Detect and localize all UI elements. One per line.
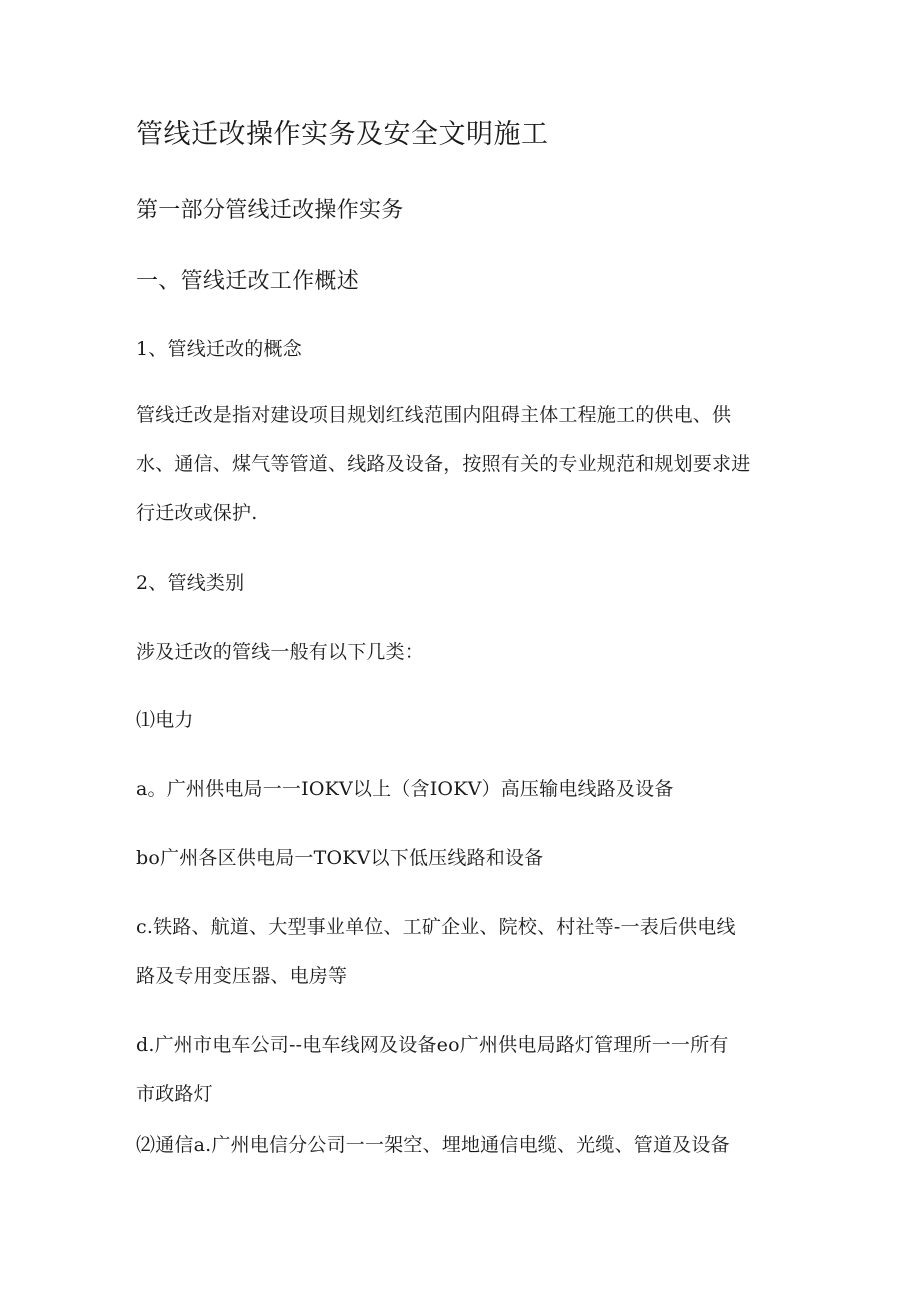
power-item-d-line-2: 市政路灯 <box>136 1083 213 1105</box>
item1-body-line-1: 管线迁改是指对建设项目规划红线范围内阻碍主体工程施工的供电、供 <box>136 404 732 426</box>
item2-heading: 2、管线类别 <box>136 572 245 594</box>
power-item-c-line-2: 路及专用变压器、电房等 <box>136 965 348 987</box>
power-item-c-line-1: c.铁路、航道、大型事业单位、工矿企业、院校、村社等-一表后供电线 <box>136 916 736 938</box>
document-title: 管线迁改操作实务及安全文明施工 <box>136 119 549 150</box>
section-heading: 一、管线迁改工作概述 <box>136 269 360 294</box>
telecom-line: ⑵通信a.广州电信分公司一一架空、埋地通信电缆、光缆、管道及设备 <box>136 1134 730 1156</box>
item1-body-line-3: 行迁改或保护. <box>136 502 258 524</box>
item2-intro: 涉及迁改的管线一般有以下几类： <box>136 641 425 663</box>
item1-heading: 1、管线迁改的概念 <box>136 338 302 360</box>
power-item-a: a。广州供电局一一IOKV以上（含IOKV）高压输电线路及设备 <box>136 778 674 800</box>
power-item-b: bo广州各区供电局一TOKV以下低压线路和设备 <box>136 847 544 869</box>
power-heading: ⑴电力 <box>136 709 194 731</box>
part-heading: 第一部分管线迁改操作实务 <box>136 198 404 223</box>
power-item-d-line-1: d.广州市电车公司--电车线网及设备eo广州供电局路灯管理所一一所有 <box>136 1034 729 1056</box>
item1-body-line-2: 水、通信、煤气等管道、线路及设备，按照有关的专业规范和规划要求进 <box>136 453 751 475</box>
